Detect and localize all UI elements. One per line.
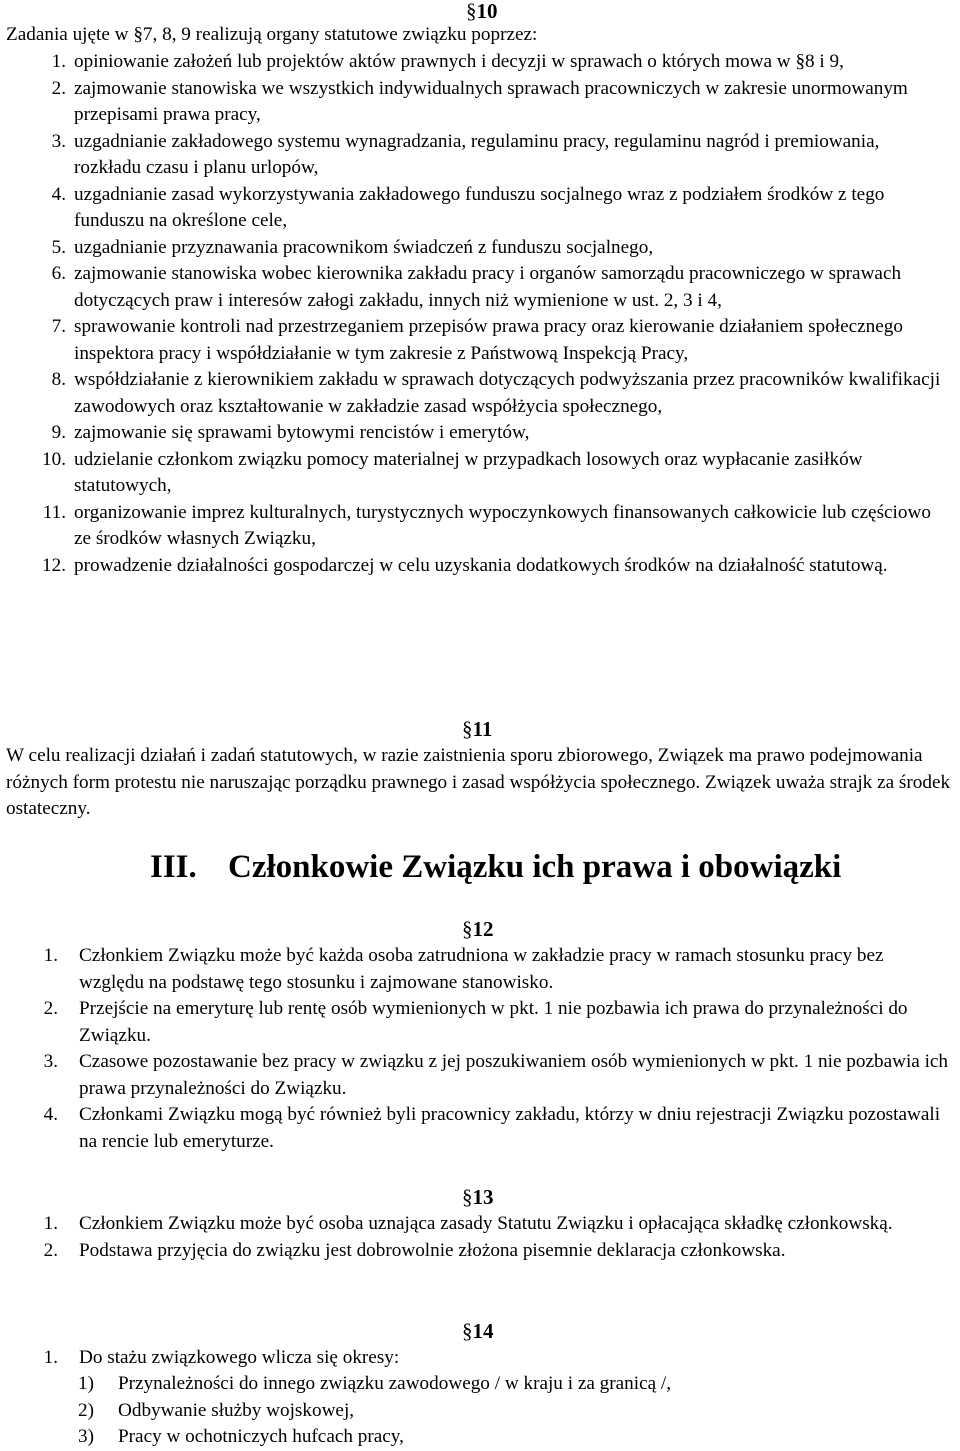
list-item: 1. opiniowanie założeń lub projektów aktów prawnych i decyzji w sprawach o których mowa w §8 i 9, bbox=[51, 51, 844, 72]
list-item: 8. współdziałanie z kierownikiem zakładu w sprawach dotyczących podwyższania przez pracowników kwalifikacji zawodowych oraz kształtowanie w zakładzie zasad współżycia społecznego, bbox=[51, 369, 941, 417]
section-11-heading: §11 bbox=[462, 717, 493, 741]
section-12-list bbox=[0, 943, 950, 1155]
sub-list-item: 2) Odbywanie służby wojskowej, bbox=[78, 1399, 355, 1421]
list-item: 9. zajmowanie się sprawami bytowymi rencistów i emerytów, bbox=[51, 422, 530, 443]
list-item: 1. Członkiem Związku może być każda osoba zatrudniona w zakładzie pracy w ramach stosunku pracy bez względu na podstawę tego stosunku i zajmowane stanowisko. bbox=[43, 945, 884, 993]
list-item: 4. Członkami Związku mogą być również byli pracownicy zakładu, którzy w dniu rejestracji Związku pozostawali na rencie lub emeryturze. bbox=[43, 1104, 941, 1152]
list-item: 5. uzgadnianie przyznawania pracownikom świadczeń z funduszu socjalnego, bbox=[51, 236, 654, 258]
list-item: 2. zajmowanie stanowiska we wszystkich indywidualnych sprawach pracowniczych w zakresie unormowanym przepisami prawa pracy, bbox=[51, 77, 908, 125]
list-item: 1. Członkiem Związku może być osoba uznająca zasady Statutu Związku i opłacająca składkę członkowską. bbox=[43, 1213, 893, 1234]
section-13-list bbox=[0, 1211, 950, 1264]
list-item: 3. uzgadnianie zakładowego systemu wynagradzania, regulaminu pracy, regulaminu nagród i premiowania, rozkładu czasu i planu urlopów, bbox=[51, 130, 880, 178]
section-13-heading: §13 bbox=[462, 1185, 494, 1209]
section-12-heading: §12 bbox=[462, 917, 494, 941]
list-item: 10. udzielanie członkom związku pomocy materialnej w przypadkach losowych oraz wypłacanie zasiłków statutowych, bbox=[42, 448, 863, 496]
list-item: 2. Podstawa przyjęcia do związku jest dobrowolnie złożona pisemnie deklaracja członkowska. bbox=[43, 1239, 786, 1261]
section-10-intro: Zadania ujęte w §7, 8, 9 realizują organy statutowe związku poprzez: bbox=[6, 24, 538, 45]
sub-list-item: 1) Przynależności do innego związku zawodowego / w kraju i za granicą /, bbox=[78, 1373, 672, 1394]
list-item: 11. organizowanie imprez kulturalnych, turystycznych wypoczynkowych finansowanych całkowicie lub częściowo ze środków własnych Związku, bbox=[42, 501, 931, 549]
list-item: 7. sprawowanie kontroli nad przestrzeganiem przepisów prawa pracy oraz kierowanie działaniem społecznego inspektora pracy i współdziałanie w tym zakresie z Państwową Inspekcją Pracy, bbox=[51, 316, 903, 364]
list-item: 4. uzgadnianie zasad wykorzystywania zakładowego funduszu socjalnego wraz z podziałem środków z tego funduszu na określone cele, bbox=[51, 183, 885, 231]
section-11-text: W celu realizacji działań i zadań statutowych, w razie zaistnienia sporu zbiorowego, Związek ma prawo podejmowania różnych form protestu nie naruszając porządku prawnego i zasad współżycia społecznego. Związek uważa strajk za środek ostateczny. bbox=[6, 745, 951, 819]
section-10-heading: §10 bbox=[466, 0, 498, 23]
section-14-heading: §14 bbox=[462, 1319, 494, 1343]
list-item: 12. prowadzenie działalności gospodarczej w celu uzyskania dodatkowych środków na działalność statutową. bbox=[42, 554, 888, 576]
section-14-list bbox=[0, 1345, 950, 1372]
sub-list-item: 3) Pracy w ochotniczych hufcach pracy, bbox=[78, 1426, 404, 1447]
list-item: 3. Czasowe pozostawanie bez pracy w związku z jej poszukiwaniem osób wymienionych w pkt. 1 nie pozbawia ich prawa przynależności do Związku. bbox=[43, 1051, 949, 1099]
list-item: 2. Przejście na emeryturę lub rentę osób wymienionych w pkt. 1 nie pozbawia ich prawa do przynależności do Związku. bbox=[43, 998, 908, 1046]
list-item: 1. Do stażu związkowego wlicza się okresy: bbox=[43, 1347, 400, 1368]
section-10-list bbox=[0, 49, 950, 579]
section-14-sublist bbox=[78, 1371, 948, 1451]
list-item: 6. zajmowanie stanowiska wobec kierownika zakładu pracy i organów samorządu pracowniczego w sprawach dotyczących praw i interesów załogi zakładu, innych niż wymienione w ust. 2, 3 i 4, bbox=[51, 263, 902, 311]
chapter-heading: III. Członkowie Związku ich prawa i obowiązki bbox=[150, 849, 842, 885]
